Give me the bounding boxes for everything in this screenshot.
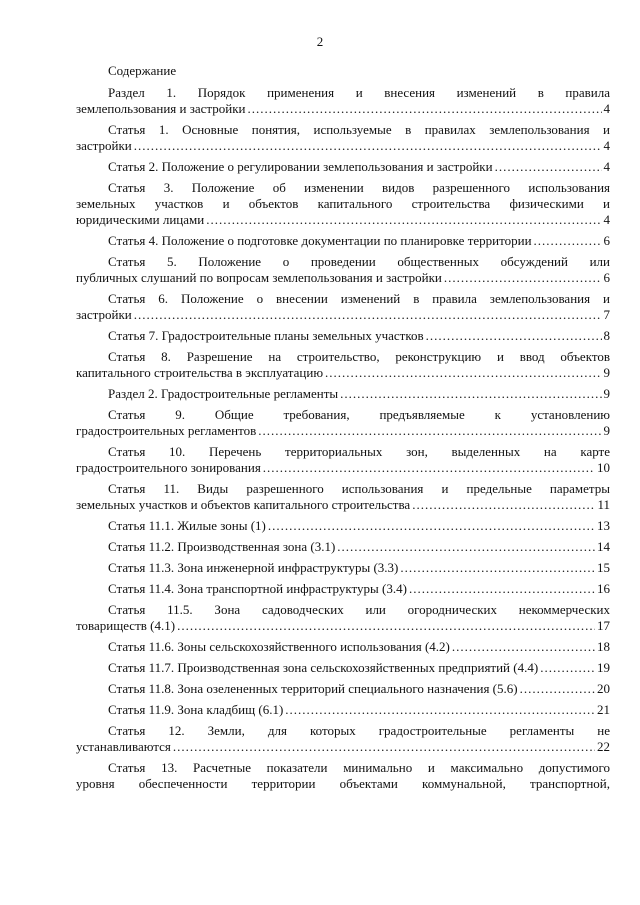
toc-page-number: 4 <box>603 212 610 227</box>
toc-entry[interactable] <box>76 85 610 117</box>
toc-entry-title: Статья 11.6. Зоны сельскохозяйственного использования (4.2) <box>108 639 450 654</box>
toc-page-number: 4 <box>603 138 610 153</box>
toc-entry-line <box>76 233 610 249</box>
toc-entry-text: Статья 8. Разрешение на строительство, реконструкцию и ввод объектов <box>108 349 610 364</box>
dot-leader <box>258 423 601 439</box>
toc-entry-text: Статья 11. Виды разрешенного использования и предельные параметры <box>108 481 610 496</box>
dot-leader <box>534 233 602 249</box>
dot-leader <box>263 460 595 476</box>
toc-entry-title: землепользования и застройки <box>76 101 246 116</box>
toc-entry-line <box>76 328 610 344</box>
toc-entry-title: устанавливаются <box>76 739 171 754</box>
toc-entry-title: Статья 4. Положение о подготовке документации по планировке территории <box>108 233 532 248</box>
toc-entry-line <box>76 101 610 117</box>
toc-entry[interactable] <box>76 639 610 655</box>
toc-entry-title: Статья 7. Градостроительные планы земельных участков <box>108 328 424 343</box>
toc-page-number: 14 <box>597 539 610 554</box>
toc-entry-line <box>76 618 610 634</box>
toc-entry-title: Статья 11.3. Зона инженерной инфраструктуры (3.3) <box>108 560 399 575</box>
toc-page-number: 16 <box>597 581 610 596</box>
toc-entry-line <box>76 212 610 228</box>
toc-page-number: 17 <box>597 618 610 633</box>
toc-entry[interactable] <box>76 349 610 381</box>
toc-entry-text: Статья 10. Перечень территориальных зон, выделенных на карте <box>108 444 610 459</box>
toc-entry-line <box>76 423 610 439</box>
toc-entry[interactable] <box>76 581 610 597</box>
toc-entry-line <box>76 159 610 175</box>
toc-page-number: 22 <box>597 739 610 754</box>
toc-entry-line <box>76 639 610 655</box>
toc-page-number: 4 <box>603 101 610 116</box>
toc-entry-title: градостроительных регламентов <box>76 423 257 438</box>
toc-entry[interactable] <box>76 407 610 439</box>
dot-leader <box>177 618 595 634</box>
toc-entry-title: застройки <box>76 138 132 153</box>
toc-entry-line <box>76 307 610 323</box>
toc-entry-text: Статья 12. Земли, для которых градостроительные регламенты не <box>108 723 610 738</box>
toc-entry-line <box>76 581 610 597</box>
toc-entry[interactable] <box>76 444 610 476</box>
toc-entry-line <box>76 702 610 718</box>
dot-leader <box>426 328 602 344</box>
toc-entry-title: градостроительного зонирования <box>76 460 261 475</box>
toc-page-number: 6 <box>603 233 610 248</box>
toc-entry-title: земельных участков и объектов капитального строительства <box>76 497 411 512</box>
dot-leader <box>340 386 601 402</box>
dot-leader <box>134 138 602 154</box>
toc-entry-text: Статья 9. Общие требования, предъявляемые к установлению <box>108 407 610 422</box>
dot-leader <box>268 518 595 534</box>
toc-entry[interactable] <box>76 518 610 534</box>
toc-entry[interactable] <box>76 328 610 344</box>
toc-entry[interactable] <box>76 180 610 228</box>
toc-page-number: 9 <box>603 365 610 380</box>
dot-leader <box>452 639 595 655</box>
toc-page-number: 15 <box>597 560 610 575</box>
toc-entry-text: Статья 6. Положение о внесении изменений в правила землепользования и <box>108 291 610 306</box>
toc-page-number: 10 <box>597 460 610 475</box>
toc-entry-text: Статья 13. Расчетные показатели минимально и максимально допустимого <box>108 760 610 775</box>
toc-entry-line <box>76 386 610 402</box>
toc-entry-line <box>76 270 610 286</box>
dot-leader <box>285 702 595 718</box>
toc-entry-line <box>76 560 610 576</box>
toc-page-number: 9 <box>603 386 610 401</box>
toc-entry[interactable] <box>76 291 610 323</box>
toc-entry[interactable] <box>76 560 610 576</box>
table-of-contents <box>76 63 610 797</box>
toc-entry-text: земельных участков и объектов капитального строительства физическими и <box>76 196 610 211</box>
toc-entry[interactable] <box>76 233 610 249</box>
dot-leader <box>444 270 602 286</box>
dot-leader <box>540 660 595 676</box>
toc-page-number: 11 <box>597 497 610 512</box>
dot-leader <box>495 159 602 175</box>
toc-entry-text: Статья 5. Положение о проведении общественных обсуждений или <box>108 254 610 269</box>
toc-entry-title: Раздел 2. Градостроительные регламенты <box>108 386 339 401</box>
dot-leader <box>247 101 601 117</box>
toc-page-number: 18 <box>597 639 610 654</box>
toc-entry-title: застройки <box>76 307 132 322</box>
toc-entry-title: Статья 11.8. Зона озелененных территорий специального назначения (5.6) <box>108 681 518 696</box>
toc-list <box>76 85 610 792</box>
toc-page-number: 6 <box>603 270 610 285</box>
toc-entry-line <box>76 460 610 476</box>
toc-entry-title: публичных слушаний по вопросам землепользования и застройки <box>76 270 442 285</box>
toc-entry-text: Статья 11.5. Зона садоводческих или огороднических некоммерческих <box>108 602 610 617</box>
toc-page-number: 9 <box>603 423 610 438</box>
toc-entry-title: Статья 11.9. Зона кладбищ (6.1) <box>108 702 284 717</box>
toc-entry-text: уровня обеспеченности территории объектами коммунальной, транспортной, <box>76 776 610 791</box>
toc-entry[interactable] <box>76 602 610 634</box>
toc-entry-title: Статья 11.2. Производственная зона (3.1) <box>108 539 336 554</box>
toc-entry-line <box>76 539 610 555</box>
toc-entry[interactable] <box>76 760 610 792</box>
dot-leader <box>134 307 602 323</box>
toc-entry[interactable] <box>76 723 610 755</box>
toc-entry-line <box>76 518 610 534</box>
dot-leader <box>409 581 595 597</box>
toc-page-number: 4 <box>603 159 610 174</box>
toc-entry-title: Статья 11.7. Производственная зона сельскохозяйственных предприятий (4.4) <box>108 660 539 675</box>
toc-page-number: 19 <box>597 660 610 675</box>
toc-entry[interactable] <box>76 254 610 286</box>
toc-entry-title: товариществ (4.1) <box>76 618 176 633</box>
dot-leader <box>325 365 601 381</box>
toc-page-number: 7 <box>603 307 610 322</box>
toc-entry-line <box>76 660 610 676</box>
toc-page-number: 13 <box>597 518 610 533</box>
toc-entry-title: капитального строительства в эксплуатацию <box>76 365 324 380</box>
toc-entry[interactable] <box>76 159 610 175</box>
toc-entry[interactable] <box>76 481 610 513</box>
toc-entry-line <box>76 497 610 513</box>
toc-entry[interactable] <box>76 122 610 154</box>
dot-leader <box>520 681 595 697</box>
toc-entry[interactable] <box>76 660 610 676</box>
toc-entry[interactable] <box>76 539 610 555</box>
dot-leader <box>412 497 595 513</box>
toc-entry-text: Статья 1. Основные понятия, используемые в правилах землепользования и <box>108 122 610 137</box>
dot-leader <box>337 539 595 555</box>
toc-entry[interactable] <box>76 702 610 718</box>
toc-page-number: 20 <box>597 681 610 696</box>
toc-page-number: 21 <box>597 702 610 717</box>
toc-entry-title: Статья 11.1. Жилые зоны (1) <box>108 518 266 533</box>
toc-title: Содержание <box>108 63 177 78</box>
toc-entry-title: Статья 2. Положение о регулировании землепользования и застройки <box>108 159 493 174</box>
dot-leader <box>206 212 601 228</box>
toc-entry-title: Статья 11.4. Зона транспортной инфраструктуры (3.4) <box>108 581 407 596</box>
toc-page-number: 8 <box>603 328 610 343</box>
toc-entry[interactable] <box>76 681 610 697</box>
toc-entry[interactable] <box>76 386 610 402</box>
toc-entry-line <box>76 681 610 697</box>
dot-leader <box>400 560 595 576</box>
toc-entry-line <box>76 739 610 755</box>
toc-entry-text: Статья 3. Положение об изменении видов разрешенного использования <box>108 180 610 195</box>
toc-entry-line <box>76 365 610 381</box>
toc-entry-title: юридическими лицами <box>76 212 205 227</box>
toc-entry-text: Раздел 1. Порядок применения и внесения изменений в правила <box>108 85 610 100</box>
toc-entry-line <box>76 138 610 154</box>
dot-leader <box>173 739 595 755</box>
page-number: 2 <box>316 34 324 49</box>
